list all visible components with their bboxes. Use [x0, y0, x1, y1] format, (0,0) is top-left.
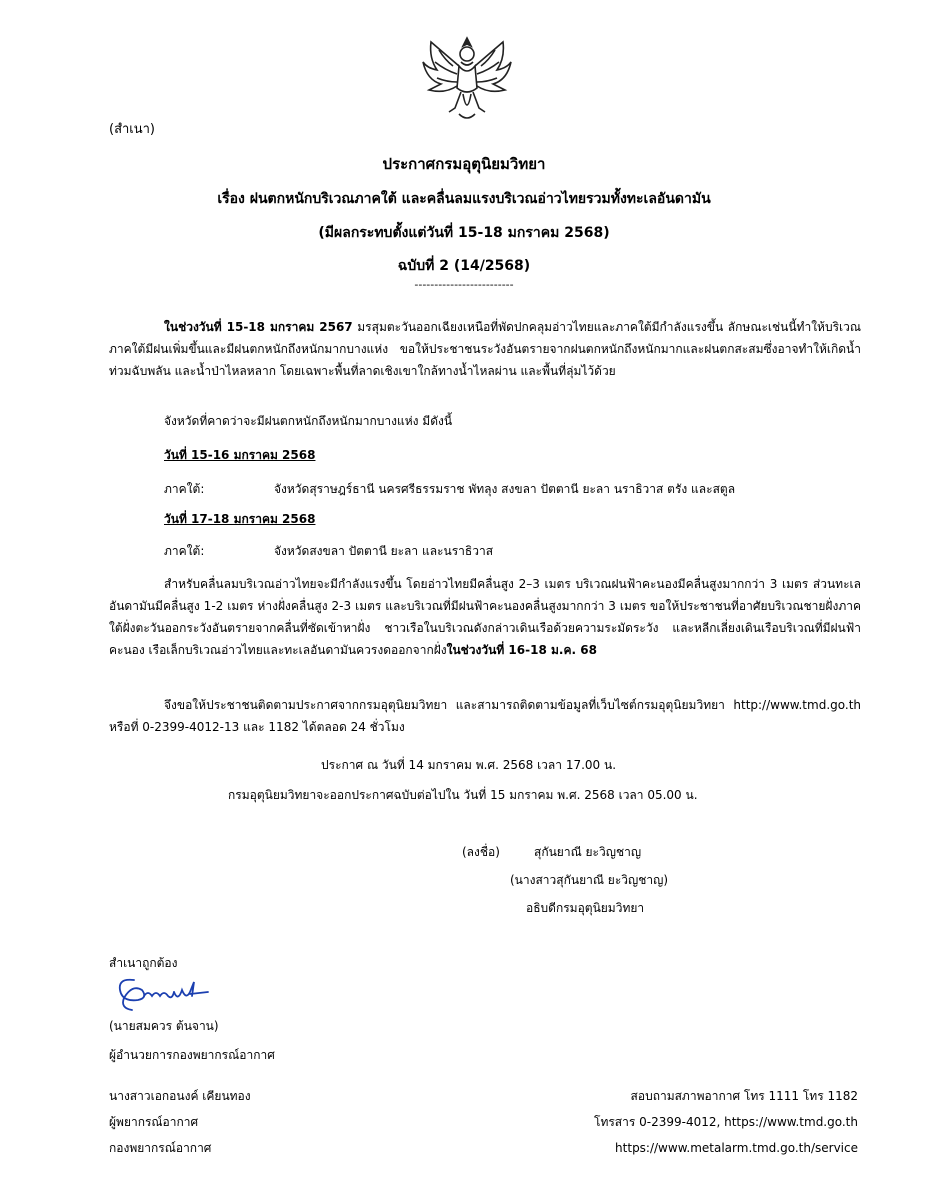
forecast-row-2 [164, 542, 493, 561]
paragraph-waves [109, 573, 861, 661]
contact-metalarm-link[interactable]: https://www.metalarm.tmd.go.th/service [615, 1141, 858, 1155]
forecaster-division: กองพยากรณ์อากาศ [109, 1141, 212, 1155]
province-list: จังหวัดสงขลา ปัตตานี ยะลา และนราธิวาส [274, 544, 494, 558]
issued-datetime: ประกาศ ณ วันที่ 14 มกราคม พ.ศ. 2568 เวลา 17.00 น. [321, 758, 617, 772]
effective-period: (มีผลกระทบตั้งแต่วันที่ 15-18 มกราคม 2568) [318, 225, 610, 241]
paragraph-overview [109, 316, 861, 382]
forecaster-role: ผู้พยากรณ์อากาศ [109, 1115, 199, 1129]
forecast-row-1 [164, 480, 735, 499]
forecaster-info [109, 1083, 251, 1161]
overview-text: มรสุมตะวันออกเฉียงเหนือที่พัดปกคลุมอ่าวไทยและภาคใต้มีกำลังแรงขึ้น ลักษณะเช่นนี้ทำให้บริเวณภาคใต้มีฝนเพิ่มขึ้นและมีฝนตกหนักถึงหนักมากบางแห่ง ขอให้ประชาชนระวังอันตรายจากฝนตกหนักถึงหนักมากและฝนตกสะสมซึ่งอาจทำให้เกิดน้ำท่วมฉับพลัน และน้ำป่าไหลหลาก โดยเฉพาะพื้นที่ลาดเชิงเขาใกล้ทางน้ำไหลผ่าน และพื้นที่ลุ่มไว้ด้วย [109, 320, 862, 378]
announcement-subject: เรื่อง ฝนตกหนักบริเวณภาคใต้ และคลื่นลมแรงบริเวณอ่าวไทยรวมทั้งทะเลอันดามัน [217, 191, 711, 207]
overview-date: ในช่วงวันที่ 15-18 มกราคม 2567 [164, 320, 353, 334]
signatory-name: สุกันยาณี ยะวิญชาญ [534, 845, 642, 859]
garuda-emblem-icon [419, 32, 515, 124]
waves-period: ในช่วงวันที่ 16-18 ม.ค. 68 [446, 643, 597, 657]
sign-label: (ลงชื่อ) [462, 845, 500, 859]
announcement-title: ประกาศกรมอุตุนิยมวิทยา [382, 155, 546, 173]
forecast-date-2: วันที่ 17-18 มกราคม 2568 [164, 512, 316, 526]
province-list: จังหวัดสุราษฎร์ธานี นครศรีธรรมราช พัทลุง สงขลา ปัตตานี ยะลา นราธิวาส ตรัง และสตูล [274, 482, 736, 496]
certifier-position: ผู้อำนวยการกองพยากรณ์อากาศ [109, 1048, 275, 1062]
issue-number: ฉบับที่ 2 (14/2568) [397, 258, 531, 274]
paragraph-follow-up: จึงขอให้ประชาชนติดตามประกาศจากกรมอุตุนิยมวิทยา และสามารถติดตามข้อมูลที่เว็บไซต์กรมอุตุนิยมวิทยา http://www.tmd.go.th หรือที่ 0-2399-4012-13 และ 1182 ได้ตลอด 24 ชั่วโมง [109, 698, 861, 734]
handwritten-signature [112, 972, 212, 1014]
region-label: ภาคใต้: [164, 544, 205, 558]
contact-info [594, 1083, 858, 1161]
region-label: ภาคใต้: [164, 482, 205, 496]
next-issue-datetime: กรมอุตุนิยมวิทยาจะออกประกาศฉบับต่อไปใน วันที่ 15 มกราคม พ.ศ. 2568 เวลา 05.00 น. [228, 788, 698, 802]
signatory-block [462, 838, 668, 922]
signatory-position: อธิบดีกรมอุตุนิยมวิทยา [526, 901, 645, 915]
copy-mark: (สำเนา) [109, 122, 156, 137]
header-separator: ------------------------- [414, 278, 514, 291]
signatory-full-name: (นางสาวสุกันยาณี ยะวิญชาญ) [510, 873, 669, 887]
contact-phone: สอบถามสภาพอากาศ โทร 1111 โทร 1182 [630, 1089, 858, 1103]
certified-copy-label: สำเนาถูกต้อง [109, 956, 178, 970]
certifier-name: (นายสมควร ต้นจาน) [109, 1019, 219, 1033]
forecast-date-1: วันที่ 15-16 มกราคม 2568 [164, 448, 316, 462]
contact-fax-website: โทรสาร 0-2399-4012, https://www.tmd.go.th [594, 1115, 858, 1129]
waves-text: สำหรับคลื่นลมบริเวณอ่าวไทยจะมีกำลังแรงขึ้น โดยอ่าวไทยมีคลื่นสูง 2–3 เมตร บริเวณฝนฟ้าคะนองมีคลื่นสูงมากกว่า 3 เมตร ส่วนทะเลอันดามันมีคลื่นสูง 1-2 เมตร ห่างฝั่งคลื่นสูง 2-3 เมตร และบริเวณที่มีฝนฟ้าคะนองคลื่นสูงมากกว่า 3 เมตร ขอให้ประชาชนที่อาศัยบริเวณชายฝั่งภาคใต้ฝั่งตะวันออกระวังอันตรายจากคลื่นที่ซัดเข้าหาฝั่ง ชาวเรือในบริเวณดังกล่าวเดินเรือด้วยความระมัดระวัง และหลีกเลี่ยงเดินเรือบริเวณที่มีฝนฟ้าคะนอง เรือเล็กบริเวณอ่าวไทยและทะเลอันดามันควรงดออกจากฝั่ง [109, 577, 861, 657]
forecaster-name: นางสาวเอกอนงค์ เคียนทอง [109, 1089, 251, 1103]
paragraph-provinces-intro: จังหวัดที่คาดว่าจะมีฝนตกหนักถึงหนักมากบางแห่ง มีดังนี้ [164, 414, 453, 428]
